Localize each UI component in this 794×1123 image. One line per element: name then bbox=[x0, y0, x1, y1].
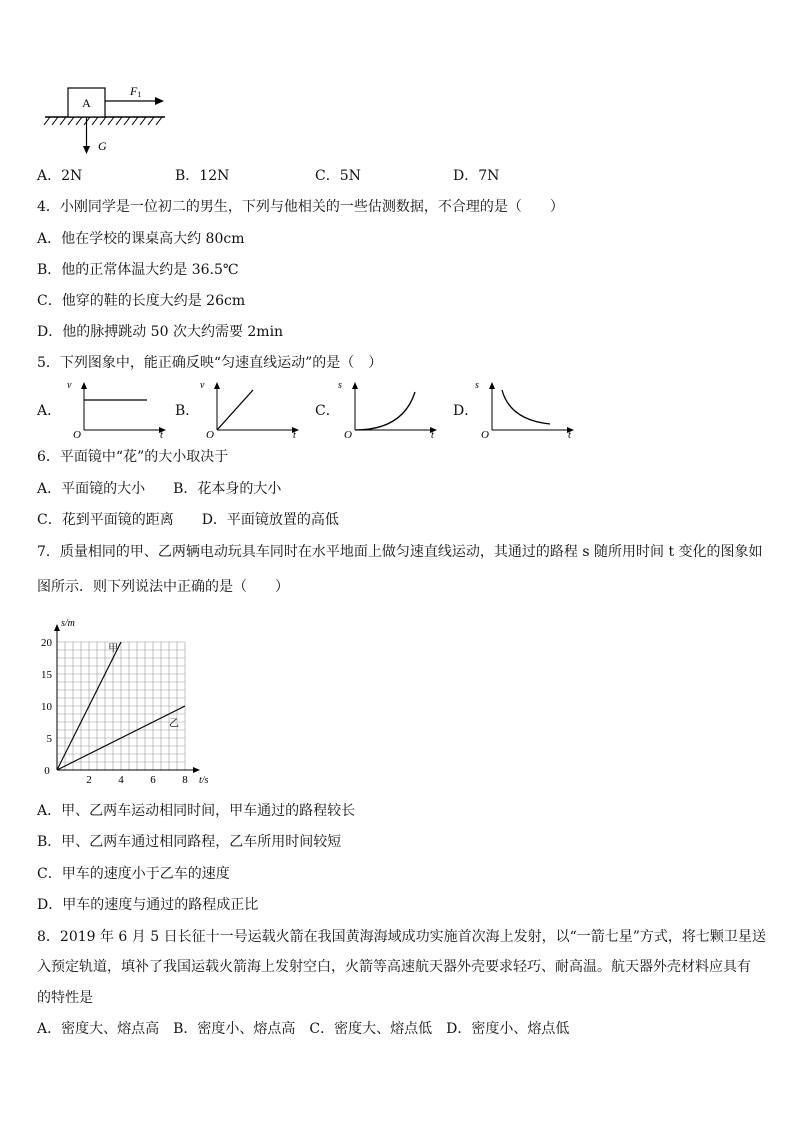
option-b: B．12N bbox=[175, 168, 230, 184]
option-d: D．他的脉搏跳动 50 次大约需要 2min bbox=[37, 324, 284, 340]
y-tick-label: 10 bbox=[41, 701, 52, 713]
svg-text:t: t bbox=[160, 430, 163, 438]
x-axis-label: t/s bbox=[199, 775, 209, 786]
option-c: C．5N bbox=[315, 168, 361, 184]
graph-c bbox=[333, 378, 443, 438]
graph-b bbox=[195, 378, 305, 438]
block-label: A bbox=[82, 96, 91, 110]
origin-label: 0 bbox=[44, 765, 50, 777]
svg-text:v: v bbox=[67, 380, 72, 391]
x-tick-label: 2 bbox=[86, 774, 92, 786]
q5-stem: 5．下列图象中，能正确反映“匀速直线运动”的是（ ） bbox=[37, 355, 383, 371]
q8-options: A．密度大、熔点高 B．密度小、熔点高 C．密度大、熔点低 D．密度小、熔点低 bbox=[37, 1021, 570, 1037]
svg-text:O: O bbox=[206, 429, 214, 438]
y-tick-label: 15 bbox=[41, 669, 52, 681]
option-a: A． bbox=[37, 403, 62, 419]
graph-d bbox=[470, 378, 580, 438]
q7-stem-line1: 7．质量相同的甲、乙两辆电动玩具车同时在水平地面上做匀速直线运动，其通过的路程 s 随所用时间 t 变化的图象如 bbox=[37, 544, 763, 560]
y-axis-arrow bbox=[54, 624, 60, 631]
svg-text:O: O bbox=[73, 429, 81, 438]
x-tick-label: 4 bbox=[118, 774, 124, 786]
option-b: B．甲、乙两车通过相同路程，乙车所用时间较短 bbox=[37, 834, 342, 850]
svg-text:t: t bbox=[431, 430, 434, 438]
svg-text:s: s bbox=[338, 380, 342, 391]
svg-text:s: s bbox=[475, 380, 479, 391]
x-tick-label: 8 bbox=[182, 774, 188, 786]
x-tick-label: 6 bbox=[150, 774, 156, 786]
series-label-jia: 甲 bbox=[108, 643, 119, 655]
svg-text:O: O bbox=[344, 429, 352, 438]
x-axis-arrow bbox=[193, 767, 200, 773]
option-a: A．2N bbox=[37, 168, 83, 184]
option-a: A．甲、乙两车运动相同时间，甲车通过的路程较长 bbox=[37, 803, 356, 819]
option-d: D．甲车的速度与通过的路程成正比 bbox=[37, 897, 259, 913]
option-c: C．甲车的速度小于乙车的速度 bbox=[37, 866, 230, 882]
q6-options-row2: C．花到平面镜的距离 D．平面镜放置的高低 bbox=[37, 512, 339, 528]
series-label-yi: 乙 bbox=[169, 718, 179, 730]
svg-text:t: t bbox=[568, 430, 571, 438]
st-chart bbox=[30, 612, 220, 787]
option-b: B．他的正常体温大约是 36.5℃ bbox=[37, 262, 239, 278]
option-a: A．他在学校的课桌高大约 80cm bbox=[37, 231, 245, 247]
svg-text:t: t bbox=[293, 430, 296, 438]
q4-stem: 4．小刚同学是一位初二的男生，下列与他相关的一些估测数据，不合理的是（ ） bbox=[37, 199, 564, 215]
force-diagram bbox=[40, 80, 180, 160]
option-c: C．他穿的鞋的长度大约是 26cm bbox=[37, 293, 246, 309]
graph-a bbox=[62, 378, 172, 438]
q7-stem-line2: 图所示．则下列说法中正确的是（ ） bbox=[37, 579, 289, 595]
option-b: B． bbox=[175, 403, 200, 419]
svg-text:O: O bbox=[481, 429, 489, 438]
q6-options-row1: A．平面镜的大小 B．花本身的大小 bbox=[37, 481, 282, 497]
option-d: D．7N bbox=[453, 168, 500, 184]
q8-line1: 8．2019 年 6 月 5 日长征十一号运载火箭在我国黄海海域成功实施首次海上发射，以“一箭七星”方式，将七颗卫星送 bbox=[37, 929, 766, 945]
option-d: D． bbox=[453, 403, 479, 419]
q8-line2: 入预定轨道，填补了我国运载火箭海上发射空白，火箭等高速航天器外壳要求轻巧、耐高温。航天器外壳材料应具有 bbox=[37, 959, 751, 975]
y-axis-label: s/m bbox=[61, 618, 75, 629]
option-c: C． bbox=[315, 403, 340, 419]
q8-line3: 的特性是 bbox=[37, 990, 93, 1006]
q6-stem: 6．平面镜中“花”的大小取决于 bbox=[37, 449, 229, 465]
svg-text:v: v bbox=[200, 380, 205, 391]
y-tick-label: 5 bbox=[46, 733, 52, 745]
force-label: F1 bbox=[130, 84, 142, 99]
y-tick-label: 20 bbox=[41, 637, 52, 649]
weight-label: G bbox=[98, 139, 107, 153]
